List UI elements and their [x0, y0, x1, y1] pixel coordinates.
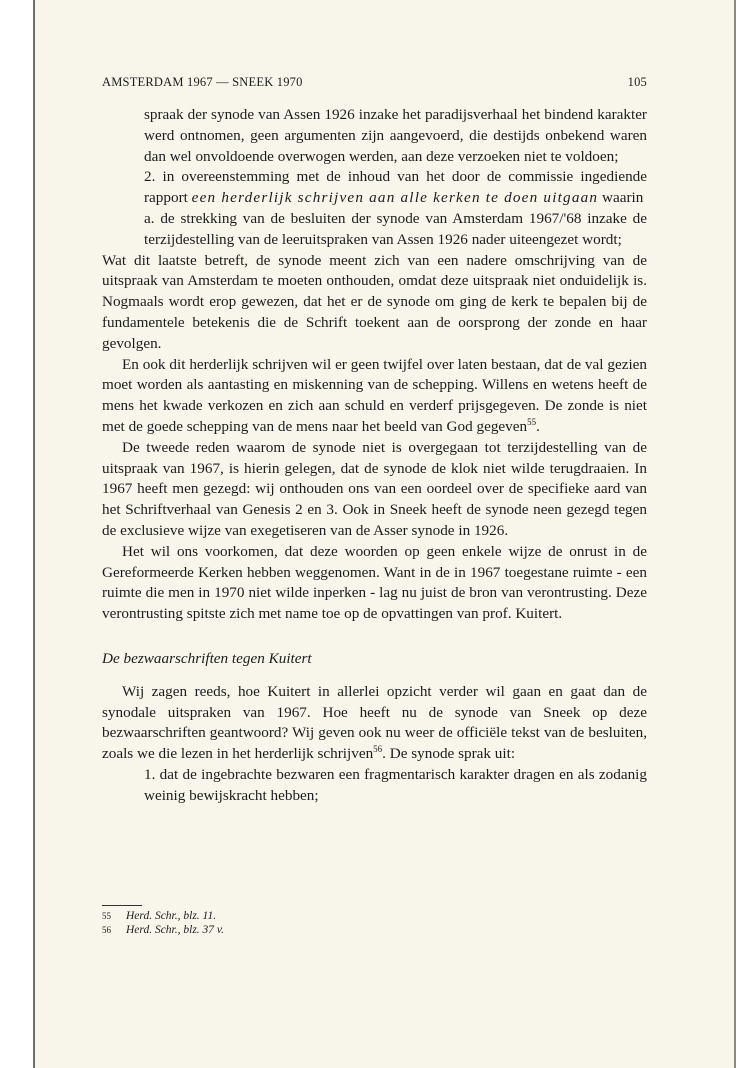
footnotes — [102, 905, 402, 937]
item-2-emphasis: een herderlijk schrijven aan alle kerken te doen uitgaan — [191, 189, 599, 207]
list-item-1: 1. dat de ingebrachte bezwaren een fragmentarisch karakter dragen en als zodanig weinig bewijskracht hebben; — [144, 765, 647, 804]
page-number: 105 — [627, 75, 647, 89]
footnote-text: Herd. Schr., blz. 37 v. — [126, 924, 225, 936]
paragraph-5-end: . De synode sprak uit: — [382, 745, 516, 763]
footnote-rule — [102, 905, 142, 906]
quoted-block-continuation: spraak der synode van Assen 1926 inzake het paradijsverhaal het bindend karakter werd ontnomen, geen argumenten zijn aangevoerd, die destijds onbekend waren dan wel onvoldoende overwogen werden, aan deze verzoeken niet te voldoen; — [144, 106, 647, 165]
quoted-item-2 — [102, 167, 647, 209]
footnote-text: Herd. Schr., blz. 11. — [126, 910, 217, 922]
footnote-56 — [102, 923, 402, 937]
paragraph-4: Het wil ons voorkomen, dat deze woorden op geen enkele wijze de onrust in de Gereformeerde Kerken hebben weggenomen. Want in de in 1967 toegestane ruimte - een ruimte die men in 1970 niet wilde inperken - lag nu juist de bron van verontrusting. Deze verontrusting spitste zich met name toe op de opvattingen van prof. Kuitert. — [102, 542, 647, 623]
book-page — [33, 0, 736, 1068]
item-2-end: waarin — [598, 189, 644, 207]
paragraph-3: De tweede reden waarom de synode niet is overgegaan tot terzijdestelling van de uitspraak van 1967, is hierin gelegen, dat de synode de klok niet wilde terugdraaien. In 1967 heeft men gezegd: wij onthouden ons van een oordeel over de specifieke aard van het Schriftverhaal van Genesis 2 en 3. Ook in Sneek heeft de synode neen gezegd tegen de exclusieve wijze van exegetiseren van de Asser synode in 1926. — [102, 438, 647, 539]
paragraph-2 — [102, 355, 647, 438]
footnote-number: 55 — [102, 911, 111, 921]
footnote-55 — [102, 909, 402, 923]
paragraph-2-end: . — [536, 417, 540, 435]
item-2-text: 2. in overeenstemming met de inhoud van het door de commissie ingediende rapport — [144, 168, 647, 207]
paragraph-5-text: Wij zagen reeds, hoe Kuitert in allerlei opzicht verder wil gaan en gaat dan de synodale uitspraken van 1967. Hoe heeft nu de synode van Sneek op deze bezwaarschriften geantwoord? Wij geven ook nu weer de officiële tekst van de besluiten, zoals we die lezen in het herderlijk schrijven — [102, 682, 647, 763]
running-title: AMSTERDAM 1967 — SNEEK 1970 — [102, 75, 303, 89]
paragraph-2-text: En ook dit herderlijk schrijven wil er geen twijfel over laten bestaan, dat de val gezien moet worden als aantasting en miskenning van de schepping. Willens en wetens heeft de mens het kwade verkozen en zich aan schuld en verderf prijsgegeven. De zonde is niet met de goede schepping van de mens naar het beeld van God gegeven — [102, 355, 647, 435]
footnote-ref-55: 55 — [527, 416, 537, 427]
body-text — [102, 105, 647, 807]
footnote-number: 56 — [102, 925, 111, 935]
paragraph-5 — [102, 682, 647, 765]
paragraph-1: Wat dit laatste betreft, de synode meent zich van een nadere omschrijving van de uitspraak van Amsterdam te moeten onthouden, omdat deze uitspraak niet onduidelijk is. Nogmaals wordt erop gewezen, dat het er de synode om ging de kerk te bepalen bij de fundamentele betekenis die de Schrift toekent aan de oorsprong der zonde en haar gevolgen. — [102, 251, 647, 352]
footnote-ref-56: 56 — [373, 744, 383, 755]
section-heading: De bezwaarschriften tegen Kuitert — [102, 649, 312, 667]
quoted-item-a: a. de strekking van de besluiten der synode van Amsterdam 1967/'68 inzake de terzijdestelling van de leeruitspraken van Assen 1926 nader uiteengezet wordt; — [144, 209, 647, 248]
